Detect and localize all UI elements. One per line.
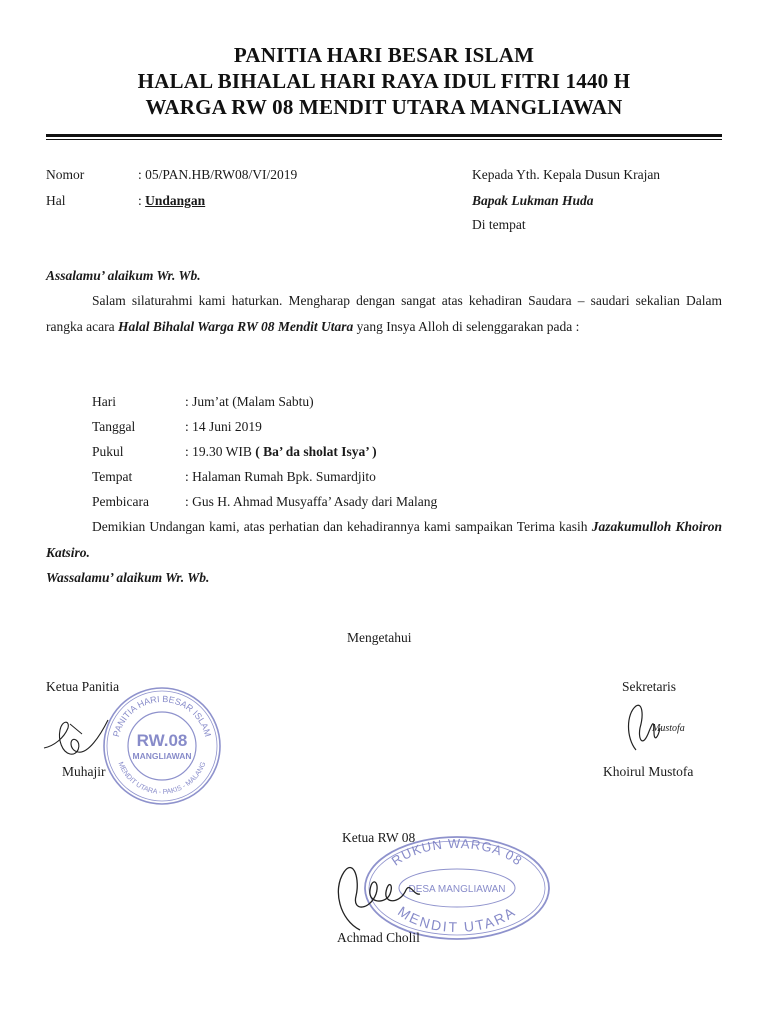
- hal-colon: :: [138, 193, 146, 208]
- header-line-3: WARGA RW 08 MENDIT UTARA MANGLIAWAN: [145, 95, 623, 119]
- left-signer-name: Muhajir: [62, 764, 106, 779]
- nomor-label: Nomor: [46, 167, 85, 182]
- rw-head-signature: [330, 850, 430, 936]
- bottom-signer-role: Ketua RW 08: [342, 830, 416, 845]
- stamp1-ring-bottom: MENDIT UTARA - PAKIS - MALANG: [116, 761, 208, 797]
- greeting: Assalamu’ alaikum Wr. Wb.: [46, 268, 201, 283]
- bottom-signer-name: Achmad Cholil: [337, 930, 420, 945]
- detail-tanggal-value: [185, 419, 262, 435]
- right-signer-name: Khoirul Mustofa: [603, 764, 694, 779]
- detail-hari-label: Hari: [92, 394, 116, 409]
- farewell: Wassalamu’ alaikum Wr. Wb.: [46, 570, 210, 585]
- stamp1-ring-top: PANITIA HARI BESAR ISLAM: [111, 693, 213, 738]
- hal-label: Hal: [46, 193, 66, 208]
- detail-tanggal-label: Tanggal: [92, 419, 136, 434]
- detail-tempat-value: [185, 469, 376, 485]
- closing-text: Demikian Undangan kami, atas perhatian dan kehadirannya kami sampaikan Terima kasih: [92, 519, 592, 534]
- recipient-line-1: Kepada Yth. Kepala Dusun Krajan: [472, 167, 661, 182]
- detail-tempat-label: Tempat: [92, 469, 133, 484]
- left-signer-role: Ketua Panitia: [46, 679, 120, 694]
- header-line-2: HALAL BIHALAL HARI RAYA IDUL FITRI 1440 H: [137, 69, 631, 93]
- header-rule-thick: [46, 134, 722, 137]
- recipient-line-3: Di tempat: [472, 217, 526, 232]
- recipient-line-2: Bapak Lukman Huda: [472, 193, 594, 208]
- closing-prayer: Jazakumulloh Khoiron Katsiro.: [46, 519, 723, 560]
- hal-value: Undangan: [145, 193, 206, 208]
- detail-tanggal-text: : 14 Juni 2019: [185, 419, 262, 434]
- detail-pembicara-label: Pembicara: [92, 494, 149, 509]
- intro-text-c: yang Insya Alloh di selenggarakan pada :: [353, 319, 580, 334]
- detail-pukul-label: Pukul: [92, 444, 124, 459]
- intro-paragraph: [46, 288, 722, 340]
- detail-hari-text: : Jum’at (Malam Sabtu): [185, 394, 314, 409]
- hal-value-wrap: [138, 193, 227, 209]
- stamp2-ring-bottom: MENDIT UTARA: [395, 902, 519, 936]
- detail-pembicara-value: [185, 494, 437, 510]
- secretary-signature-text: Mustofa: [652, 723, 685, 734]
- intro-event-name: Halal Bihalal Warga RW 08 Mendit Utara: [117, 319, 354, 334]
- stamp1-center-small: MANGLIAWAN: [132, 751, 192, 761]
- closing-paragraph: [46, 514, 722, 566]
- stamp2-center: DESA MANGLIAWAN: [408, 884, 506, 895]
- detail-pukul-value: [185, 444, 377, 460]
- intro-text-a: Salam silaturahmi kami haturkan. Mengharap dengan sangat atas kehadiran Saudara – saudari sekalian Dalam rangka acara: [46, 293, 722, 334]
- detail-pukul-text: : 19.30 WIB: [185, 444, 256, 459]
- header-line-1: PANITIA HARI BESAR ISLAM: [233, 43, 535, 67]
- right-signer-role: Sekretaris: [622, 679, 676, 694]
- detail-tempat-text: : Halaman Rumah Bpk. Sumardjito: [185, 469, 376, 484]
- detail-pembicara-text: : Gus H. Ahmad Musyaffa’ Asady dari Malang: [185, 494, 438, 509]
- mengetahui-label: Mengetahui: [347, 630, 412, 645]
- stamp2-ring-top: RUKUN WARGA 08: [388, 835, 526, 869]
- chairman-signature: [42, 706, 122, 766]
- stamp1-center-big: RW.08: [136, 731, 188, 750]
- nomor-value: : 05/PAN.HB/RW08/VI/2019: [138, 167, 298, 182]
- header-rule-thin: [46, 139, 722, 140]
- detail-hari-value: [185, 394, 314, 410]
- secretary-signature: [622, 698, 692, 760]
- detail-pukul-note: ( Ba’ da sholat Isya’ ): [255, 444, 377, 459]
